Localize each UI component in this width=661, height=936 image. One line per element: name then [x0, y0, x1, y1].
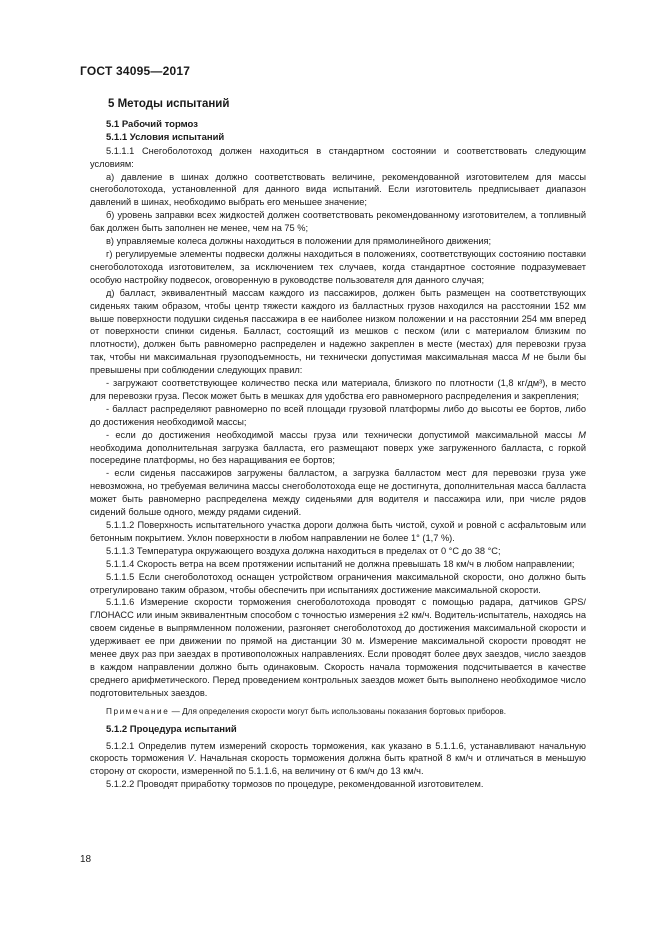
text-run: 5.1.2.1 Определив путем измерений скорость торможения, как указано в 5.1.1.6, устанавливают начальную скорость торможения — [90, 740, 586, 764]
text-run: - если до достижения необходимой массы груза или технически допустимой максимальной массы — [106, 429, 579, 440]
list-item — [90, 429, 586, 468]
paragraph: б) уровень заправки всех жидкостей должен соответствовать рекомендованному изготовителем, а топливный бак должен быть заполнен не менее, чем на 75 %; — [90, 210, 586, 234]
subsection-title: 5.1 Рабочий тормоз — [106, 118, 198, 130]
note-text: — Для определения скорости могут быть использованы показания бортовых приборов. — [169, 706, 507, 716]
paragraph: 5.1.1.2 Поверхность испытательного участка дороги должна быть чистой, сухой и ровной с асфальтовым или бетонным покрытием. Уклон поверхности в любом направлении не более 1° (1,7 %). — [90, 520, 586, 543]
paragraph: а) давление в шинах должно соответствовать величине, рекомендованной изготовителем для массы снегоболотохода, установленной для данного вида испытаний. Если изготовитель предписывает диапазон давлений в шинах, необходимо выбрать его меньшее значение; — [90, 171, 586, 208]
paragraph: в) управляемые колеса должны находиться в положении для прямолинейного движения; — [106, 236, 492, 247]
document-header: ГОСТ 34095—2017 — [80, 64, 191, 78]
page-number: 18 — [80, 854, 92, 865]
paragraph: 5.1.1.5 Если снегоболотоход оснащен устройством ограничения максимальной скорости, оно должно быть отрегулировано таким образом, чтобы обеспечить при испытаниях достижение максимальной скорости. — [90, 571, 586, 595]
paragraph: 5.1.1.3 Температура окружающего воздуха должна находиться в пределах от 0 °С до 38 °С; — [106, 545, 501, 556]
symbol-v: V — [187, 753, 194, 764]
subsubsection-title: 5.1.2 Процедура испытаний — [106, 723, 237, 735]
paragraph: 5.1.1.4 Скорость ветра на всем протяжении испытаний не должна превышать 18 км/ч в любом направлении; — [106, 558, 575, 569]
symbol-m: М — [521, 352, 530, 363]
note-label: Примечание — [106, 706, 170, 716]
text-run: не были бы превышены при соблюдении следующих правил: — [90, 352, 586, 376]
section-title: 5 Методы испытаний — [108, 98, 230, 110]
symbol-m: М — [578, 429, 586, 440]
paragraph: 5.1.1.6 Измерение скорости торможения снегоболотохода проводят с помощью радара, датчиков GPS/ГЛОНАСС или иным эквивалентным способом с точностью измерения ±2 км/ч. Водитель-испытатель, находясь на своем сиденье в выпрямленном положении, разгоняет снегоболотоход до достижения максимальной скорости и удерживает ее при движении по прямой на дистанции 30 м. Измерение максимальной скорости проводят не менее двух раз при заездах в противоположных направлениях. Если проводят более двух заездов, число заездов в каждом направлении должно быть одинаковым. Скорость начала торможения подсчитывается в качестве среднего арифметического. Перед проведением контрольных заездов может быть выполнено необходимое число подготовительных заездов. — [90, 597, 586, 698]
paragraph: 5.1.2.2 Проводят приработку тормозов по процедуре, рекомендованной изготовителем. — [106, 779, 484, 790]
text-run: д) балласт, эквивалентный массам каждого из пассажиров, должен быть размещен на соответствующих сиденьях таким образом, чтобы центр тяжести каждого из балластных грузов находился на расстоянии 152 мм выше поверхности подушки сиденья пассажира в ее наиболее низком положении и на расстоянии 254 мм вперед от поверхности спинки сиденья. Балласт, состоящий из мешков с песком (или с материалом близким по плотности), должен быть равномерно распределен и надежно закреплен в месте (местах) для перевозки груза так, чтобы ни максимальная грузоподъемность, ни технически допустимая максимальная масса — [90, 287, 586, 363]
list-item: - балласт распределяют равномерно по всей площади грузовой платформы либо до высоты ее бортов, либо до достижения необходимой массы; — [90, 403, 586, 427]
paragraph: г) регулируемые элементы подвески должны находиться в положениях, соответствующих состоянию поставки снегоболотохода изготовителем, за исключением тех случаев, когда стандартное состояние подразумевает особую настройку подвесок, оговоренную в руководстве пользователя для данного случая; — [90, 248, 586, 285]
list-item: - загружают соответствующее количество песка или материала, близкого по плотности (1,8 кг/дм³), в место для перевозки груза. Песок может быть в мешках для удобства его равномерного распределения и закрепления; — [90, 378, 586, 401]
text-run: . Начальная скорость торможения должна быть кратной 8 км/ч и отличаться в меньшую сторону от скорости, измеренной по 5.1.1.6, на величину от 6 км/ч до 13 км/ч. — [90, 753, 586, 777]
paragraph — [90, 740, 586, 779]
paragraph — [90, 287, 586, 377]
list-item: - если сиденья пассажиров загружены балластом, а загрузка балластом мест для перевозки груза уже невозможна, но требуемая величина массы снегоболотохода еще не достигнута, дополнительная масса балласта может быть равномерно распределена между сиденьями для водителя и пассажира или, при числе рядов сидений больше одного, между рядами сидений. — [90, 468, 586, 518]
note — [90, 706, 586, 719]
paragraph: 5.1.1.1 Снегоболотоход должен находиться в стандартном состоянии и соответствовать следующим условиям: — [90, 145, 586, 169]
subsubsection-title: 5.1.1 Условия испытаний — [106, 131, 225, 143]
document-body — [90, 92, 586, 791]
text-run: необходима дополнительная загрузка балласта, его размещают поверх уже загруженного балласта, с горкой посередине платформы, но без наращивания ее бортов; — [90, 442, 586, 466]
